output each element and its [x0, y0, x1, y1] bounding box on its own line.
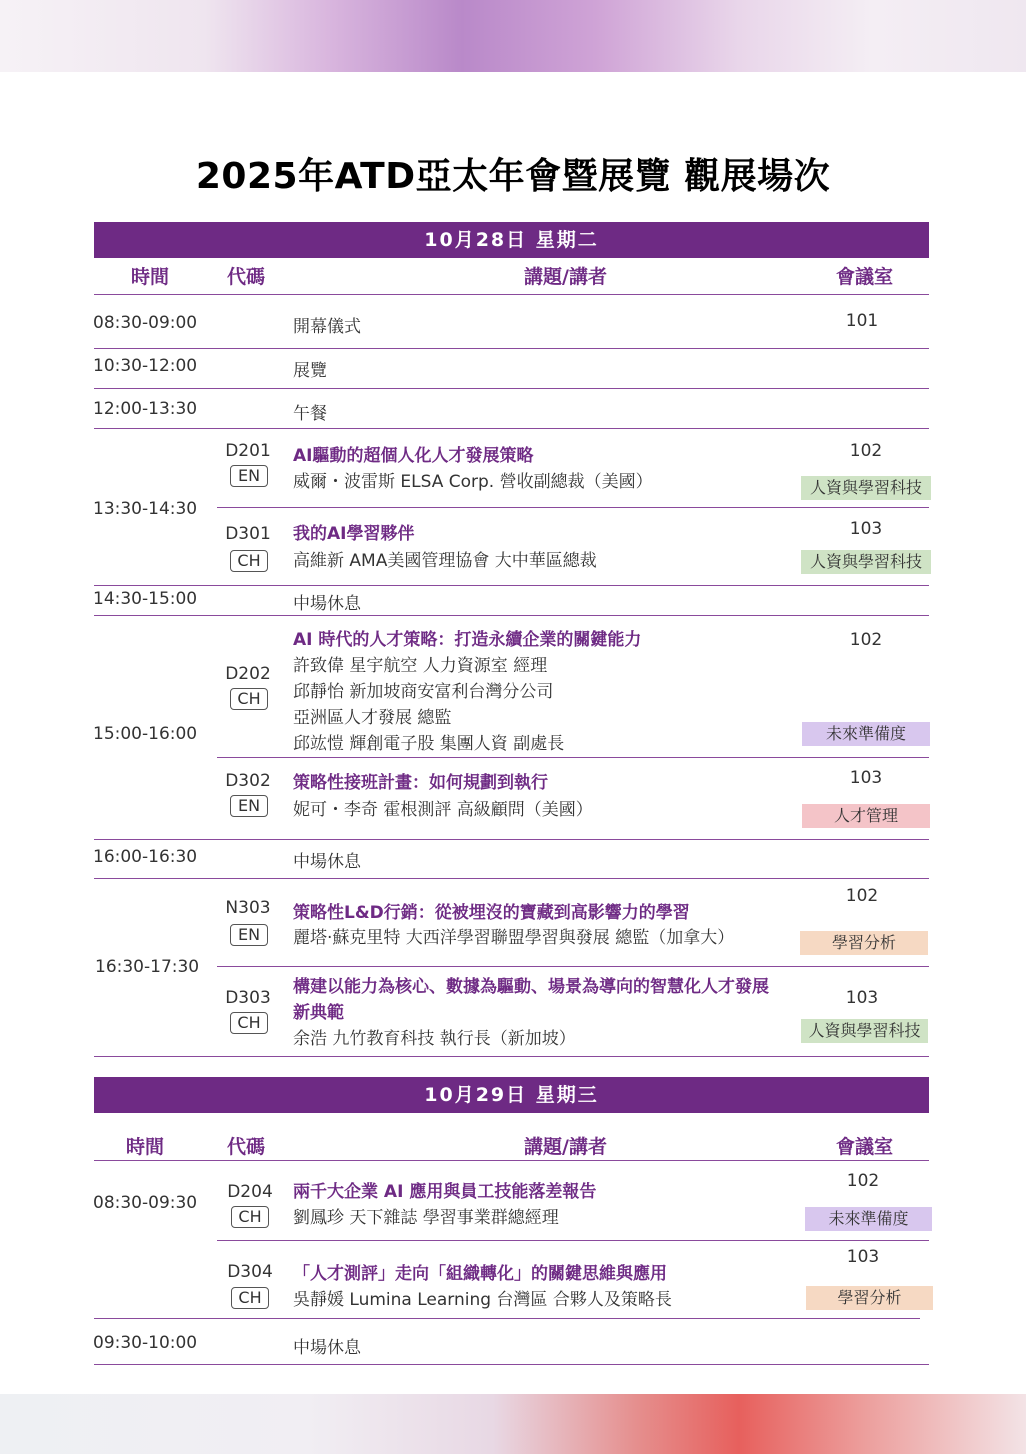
divider: [94, 1160, 929, 1161]
room-number: 102: [846, 1171, 880, 1191]
divider: [94, 388, 929, 389]
time-slot: 16:00-16:30: [93, 847, 198, 867]
divider: [217, 507, 929, 508]
header-topic: 講題/講者: [524, 1136, 607, 1158]
session-speaker: 許致偉 星宇航空 人力資源室 經理: [293, 656, 548, 676]
header-time: 時間: [131, 266, 170, 288]
language-badge: CH: [231, 1287, 269, 1309]
time-slot: 09:30-10:00: [93, 1333, 198, 1353]
session-speaker: 亞洲區人才發展 總監: [293, 708, 452, 728]
track-tag: 未來準備度: [802, 722, 930, 746]
time-slot: 08:30-09:30: [93, 1193, 198, 1213]
day-header-oct28: 10月28日 星期二: [94, 222, 929, 258]
session-topic: 中場休息: [293, 594, 361, 614]
session-code: D201: [225, 441, 271, 461]
language-badge: CH: [231, 1206, 269, 1228]
language-badge: CH: [230, 1012, 268, 1034]
session-topic: AI驅動的超個人化人才發展策略: [293, 446, 534, 466]
track-tag: 人資與學習科技: [801, 476, 931, 500]
session-topic: 開幕儀式: [293, 317, 361, 337]
session-code: D304: [227, 1262, 273, 1282]
room-number: 103: [849, 768, 883, 788]
room-number: 102: [849, 441, 883, 461]
session-topic: 「人才測評」走向「組織轉化」的關鍵思維與應用: [293, 1264, 667, 1284]
divider: [94, 1056, 929, 1057]
language-badge: EN: [230, 795, 268, 817]
divider: [94, 428, 929, 429]
session-speaker: 妮可・李奇 霍根測評 高級顧問（美國）: [293, 800, 593, 820]
session-speaker: 余浩 九竹教育科技 執行長（新加坡）: [293, 1029, 576, 1049]
time-slot: 14:30-15:00: [93, 589, 198, 609]
session-code: D301: [225, 524, 271, 544]
session-code: N303: [225, 898, 271, 918]
session-topic: 新典範: [293, 1003, 344, 1023]
room-number: 101: [845, 311, 879, 331]
session-topic: 中場休息: [293, 1338, 361, 1358]
divider: [94, 1318, 920, 1319]
session-speaker: 邱靜怡 新加坡商安富利台灣分公司: [293, 682, 554, 702]
track-tag: 學習分析: [800, 931, 928, 955]
session-speaker: 麗塔‧蘇克里特 大西洋學習聯盟學習與發展 總監（加拿大）: [293, 928, 735, 948]
top-decorative-band: [0, 0, 1026, 72]
language-badge: CH: [230, 550, 268, 572]
divider: [94, 839, 929, 840]
session-speaker: 高維新 AMA美國管理協會 大中華區總裁: [293, 551, 597, 571]
session-topic: 我的AI學習夥伴: [293, 524, 415, 544]
track-tag: 人才管理: [802, 804, 930, 828]
divider: [94, 878, 929, 879]
day-header-oct29: 10月29日 星期三: [94, 1077, 929, 1113]
divider: [217, 966, 929, 967]
page-title: 2025年ATD亞太年會暨展覽 觀展場次: [195, 156, 831, 197]
header-room: 會議室: [836, 1136, 894, 1158]
session-topic: 展覽: [293, 361, 327, 381]
bottom-decorative-band: [0, 1394, 1026, 1454]
language-badge: EN: [230, 465, 268, 487]
divider: [94, 585, 929, 586]
session-topic: 午餐: [293, 404, 327, 424]
session-code: D303: [225, 988, 271, 1008]
divider: [94, 615, 929, 616]
session-topic: 策略性L&D行銷：從被埋沒的寶藏到高影響力的學習: [293, 903, 690, 923]
session-speaker: 威爾・波雷斯 ELSA Corp. 營收副總裁（美國）: [293, 472, 653, 492]
time-slot: 15:00-16:00: [93, 724, 198, 744]
language-badge: EN: [230, 924, 268, 946]
session-topic: 兩千大企業 AI 應用與員工技能落差報告: [293, 1182, 597, 1202]
time-slot: 13:30-14:30: [93, 499, 198, 519]
time-slot: 16:30-17:30: [95, 957, 200, 977]
room-number: 103: [846, 1247, 880, 1267]
session-speaker: 邱竑愷 輝創電子股 集團人資 副處長: [293, 734, 565, 754]
divider: [217, 1240, 929, 1241]
room-number: 102: [845, 886, 879, 906]
header-topic: 講題/講者: [524, 266, 607, 288]
track-tag: 學習分析: [806, 1286, 933, 1310]
track-tag: 人資與學習科技: [801, 550, 931, 574]
language-badge: CH: [230, 688, 268, 710]
session-code: D202: [225, 664, 271, 684]
session-speaker: 劉鳳珍 天下雜誌 學習事業群總經理: [293, 1208, 559, 1228]
header-code: 代碼: [227, 266, 266, 288]
time-slot: 10:30-12:00: [93, 356, 198, 376]
track-tag: 人資與學習科技: [801, 1019, 928, 1043]
time-slot: 08:30-09:00: [93, 313, 198, 333]
session-topic: 中場休息: [293, 852, 361, 872]
session-code: D302: [225, 771, 271, 791]
room-number: 103: [849, 519, 883, 539]
header-time: 時間: [126, 1136, 165, 1158]
session-speaker: 吳靜媛 Lumina Learning 台灣區 合夥人及策略長: [293, 1290, 672, 1310]
divider: [94, 348, 929, 349]
room-number: 103: [845, 988, 879, 1008]
room-number: 102: [849, 630, 883, 650]
session-topic: AI 時代的人才策略：打造永續企業的關鍵能力: [293, 630, 642, 650]
session-topic: 構建以能力為核心、數據為驅動、場景為導向的智慧化人才發展: [293, 977, 769, 997]
divider: [217, 757, 929, 758]
divider: [94, 294, 929, 295]
header-room: 會議室: [836, 266, 894, 288]
divider: [94, 1364, 929, 1365]
track-tag: 未來準備度: [805, 1207, 932, 1231]
time-slot: 12:00-13:30: [93, 399, 198, 419]
session-code: D204: [227, 1182, 273, 1202]
session-topic: 策略性接班計畫：如何規劃到執行: [293, 773, 548, 793]
header-code: 代碼: [227, 1136, 266, 1158]
